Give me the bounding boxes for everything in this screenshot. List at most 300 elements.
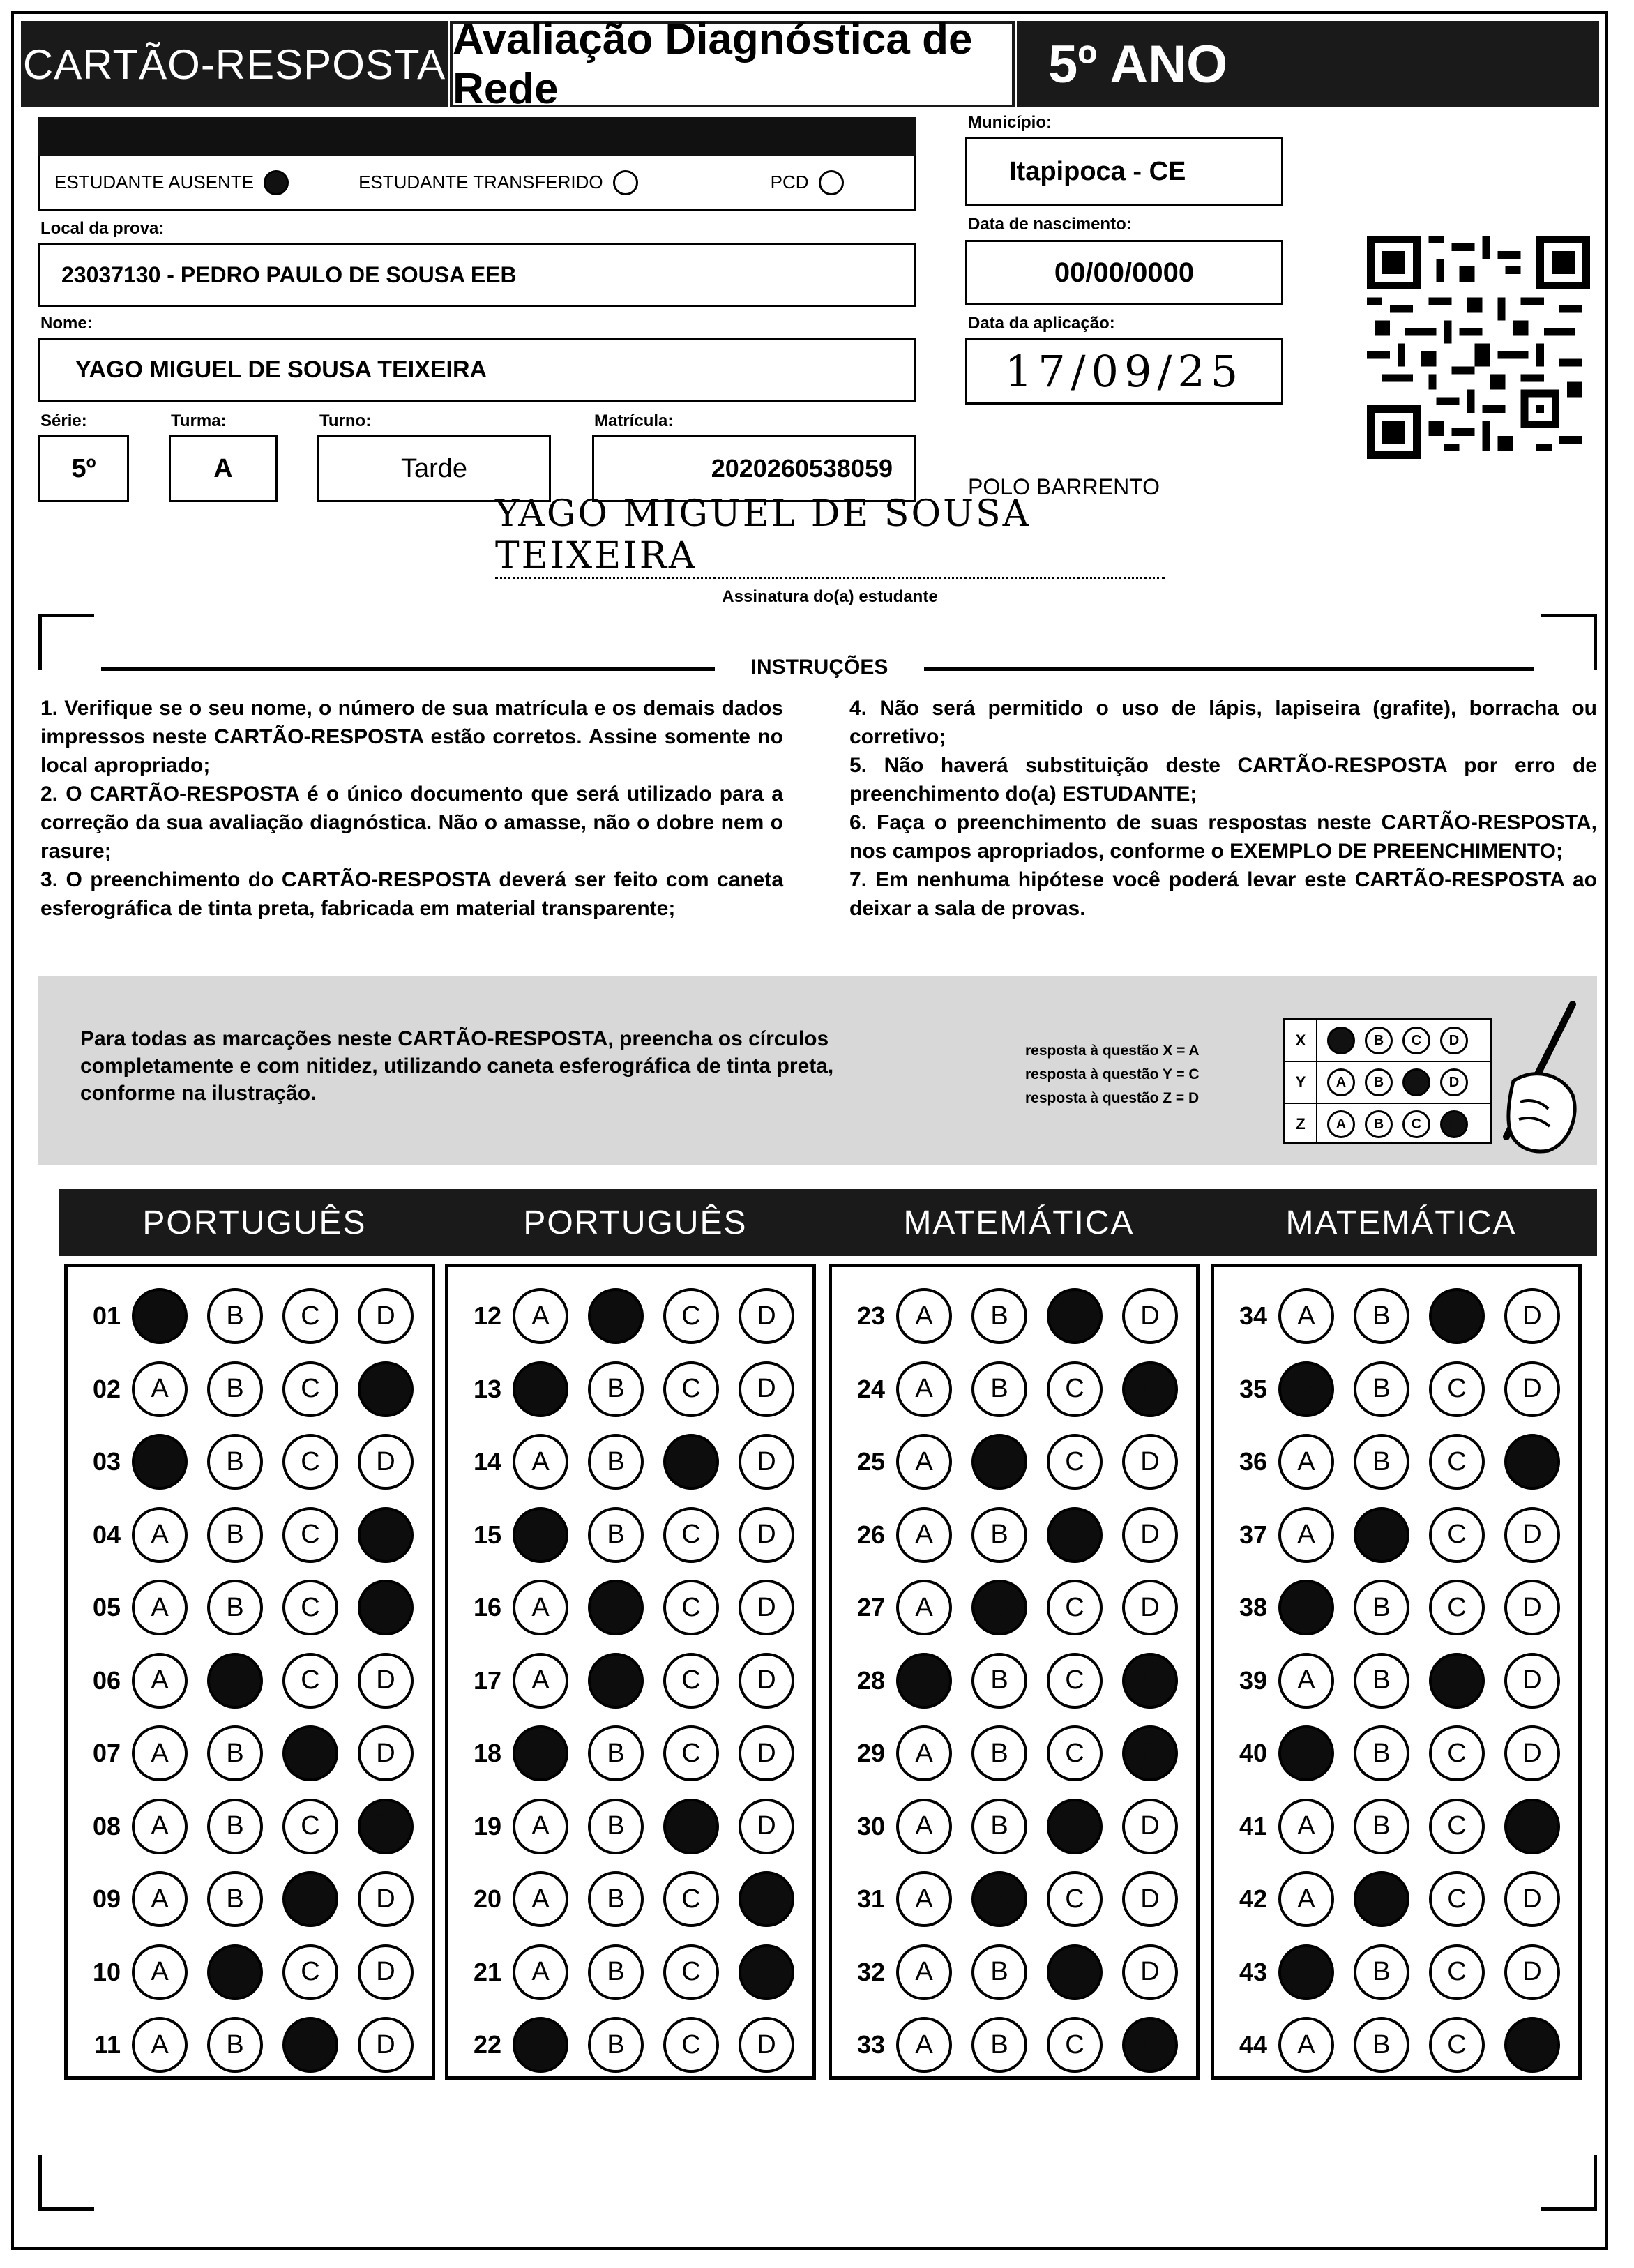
legend-item: resposta à questão X = A (1025, 1043, 1200, 1059)
question-row (832, 1280, 1196, 1352)
answer-bubble-a[interactable]: A (896, 1944, 952, 2000)
answer-bubble-a[interactable]: A (896, 1288, 952, 1344)
nascimento-label: Data de nascimento: (968, 215, 1132, 234)
answer-bubble-c[interactable]: C (282, 1653, 338, 1709)
answer-bubble-c[interactable]: C (282, 2017, 338, 2073)
answer-bubble-b[interactable]: B (1354, 1944, 1409, 2000)
answer-bubble-d[interactable]: D (1504, 1580, 1560, 1635)
instructions-title: INSTRUÇÕES (750, 656, 888, 679)
local-label: Local da prova: (40, 219, 165, 238)
answer-bubble-b[interactable]: B (1354, 1725, 1409, 1781)
answer-bubble-d[interactable]: D (1504, 1434, 1560, 1490)
answer-bubble-a[interactable]: A (1278, 1871, 1334, 1927)
answer-bubble-a[interactable]: A (896, 1799, 952, 1854)
answer-bubble-a[interactable]: A (1278, 1361, 1334, 1417)
question-row (448, 1645, 812, 1717)
answer-bubble-b[interactable]: B (1354, 1580, 1409, 1635)
question-number: 19 (473, 1811, 501, 1840)
corner-mark (38, 614, 94, 670)
example-text: Para todas as marcações neste CARTÃO-RESPOSTA, preencha os círculos completamente e com nitidez, utilizando caneta esferográfica de tinta preta, conforme na ilustração. (80, 1027, 834, 1105)
answer-section (445, 1264, 816, 2080)
answer-bubble-c[interactable]: C (1047, 1871, 1103, 1927)
answer-bubble-d[interactable]: D (358, 1944, 414, 2000)
answer-bubble-c[interactable]: C (282, 1580, 338, 1635)
question-row (68, 1645, 432, 1717)
answer-bubble-b[interactable]: B (588, 1434, 644, 1490)
answer-bubble-b[interactable]: B (588, 1580, 644, 1635)
question-row (68, 1936, 432, 2009)
answer-bubble-b[interactable]: B (588, 1871, 644, 1927)
answer-bubble-a[interactable]: A (513, 1653, 568, 1709)
answer-bubble-c[interactable]: C (663, 1871, 719, 1927)
question-row (68, 1353, 432, 1426)
answer-bubble-b[interactable]: B (1354, 1434, 1409, 1490)
answer-bubble-a[interactable]: A (132, 1725, 188, 1781)
answer-bubble-d[interactable]: D (1122, 1725, 1178, 1781)
answer-bubble-c[interactable]: C (1047, 1288, 1103, 1344)
answer-bubble-c[interactable]: C (1047, 1361, 1103, 1417)
answer-bubble-a[interactable]: A (132, 1288, 188, 1344)
answer-bubble-a[interactable]: A (513, 1799, 568, 1854)
absent-checkbox[interactable] (264, 170, 289, 195)
answer-bubble-a[interactable]: A (513, 1725, 568, 1781)
example-row-label: Z (1285, 1104, 1317, 1144)
answer-bubble-d[interactable]: D (739, 1434, 794, 1490)
answer-bubble-a[interactable]: A (1278, 1507, 1334, 1563)
answer-bubble-c[interactable]: C (282, 1434, 338, 1490)
pcd-label: PCD (770, 172, 809, 192)
answer-bubble-d[interactable]: D (739, 1580, 794, 1635)
answer-bubble-a[interactable]: A (1278, 1288, 1334, 1344)
answer-bubble-b[interactable]: B (207, 1507, 263, 1563)
answer-bubble-b[interactable]: B (971, 2017, 1027, 2073)
answer-bubble-b[interactable]: B (207, 1871, 263, 1927)
corner-mark (1541, 614, 1597, 670)
example-bubble: A (1327, 1110, 1355, 1138)
question-row (448, 1790, 812, 1863)
answer-bubble-c[interactable]: C (663, 2017, 719, 2073)
answer-bubble-b[interactable]: B (588, 1944, 644, 2000)
answer-section (64, 1264, 435, 2080)
answer-bubble-c[interactable]: C (1047, 1653, 1103, 1709)
question-row (832, 1863, 1196, 1935)
answer-bubble-d[interactable]: D (1504, 1361, 1560, 1417)
answer-bubble-b[interactable]: B (588, 1288, 644, 1344)
example-row-label: X (1285, 1020, 1317, 1061)
qr-code-icon (1367, 236, 1590, 459)
instruction-item: 7. Em nenhuma hipótese você poderá levar este CARTÃO-RESPOSTA ao deixar a sala de provas. (849, 868, 1597, 920)
answer-bubble-a[interactable]: A (896, 1725, 952, 1781)
matricula-field: 2020260538059 (592, 435, 916, 502)
question-row (68, 1571, 432, 1644)
question-row (1214, 1353, 1578, 1426)
answer-bubble-a[interactable]: A (896, 1361, 952, 1417)
answer-bubble-b[interactable]: B (1354, 1799, 1409, 1854)
answer-bubble-d[interactable]: D (739, 1653, 794, 1709)
corner-mark (1541, 2155, 1597, 2211)
example-bubble: A (1327, 1068, 1355, 1096)
grade-title: 5º ANO (1017, 21, 1599, 107)
answer-bubble-b[interactable]: B (971, 1507, 1027, 1563)
answer-bubble-a[interactable]: A (132, 1653, 188, 1709)
answer-bubble-d[interactable]: D (739, 1507, 794, 1563)
example-bubble: D (1440, 1027, 1468, 1054)
answer-bubble-c[interactable]: C (282, 1871, 338, 1927)
answer-bubble-d[interactable]: D (358, 1871, 414, 1927)
answer-bubble-c[interactable]: C (663, 1653, 719, 1709)
answer-bubble-b[interactable]: B (207, 1653, 263, 1709)
answer-bubble-a[interactable]: A (132, 1580, 188, 1635)
answer-bubble-d[interactable]: D (1122, 2017, 1178, 2073)
answer-bubble-d[interactable]: D (739, 1288, 794, 1344)
answer-bubble-c[interactable]: C (1429, 1725, 1485, 1781)
answer-bubble-a[interactable]: A (896, 1653, 952, 1709)
transferred-label: ESTUDANTE TRANSFERIDO (358, 172, 603, 192)
aplicacao-field: 17/09/25 (965, 338, 1283, 405)
question-number: 21 (473, 1957, 501, 1986)
answer-bubble-d[interactable]: D (1504, 1871, 1560, 1927)
answer-bubble-c[interactable]: C (1429, 1434, 1485, 1490)
answer-bubble-d[interactable]: D (1122, 1288, 1178, 1344)
answer-bubble-c[interactable]: C (282, 1944, 338, 2000)
divider (101, 667, 715, 671)
answer-bubble-b[interactable]: B (1354, 1288, 1409, 1344)
answer-bubble-b[interactable]: B (971, 1871, 1027, 1927)
answer-bubble-c[interactable]: C (663, 1288, 719, 1344)
answer-bubble-b[interactable]: B (207, 1799, 263, 1854)
answer-bubble-c[interactable]: C (282, 1507, 338, 1563)
question-number: 28 (856, 1665, 885, 1695)
answer-bubble-a[interactable]: A (132, 1871, 188, 1927)
answer-bubble-c[interactable]: C (1429, 1871, 1485, 1927)
answer-bubble-d[interactable]: D (739, 1799, 794, 1854)
example-bubble: B (1365, 1110, 1393, 1138)
section-title: PORTUGUÊS (439, 1189, 831, 1256)
answer-bubble-b[interactable]: B (588, 1361, 644, 1417)
answer-bubble-c[interactable]: C (282, 1361, 338, 1417)
answer-bubble-d[interactable]: D (358, 1725, 414, 1781)
nascimento-field: 00/00/0000 (965, 240, 1283, 305)
answer-bubble-d[interactable]: D (1122, 1361, 1178, 1417)
answer-bubble-d[interactable]: D (739, 2017, 794, 2073)
question-number: 43 (1239, 1957, 1267, 1986)
answer-bubble-d[interactable]: D (1122, 1434, 1178, 1490)
example-row (1285, 1104, 1490, 1144)
answer-bubble-c[interactable]: C (663, 1580, 719, 1635)
example-bubble: C (1402, 1110, 1430, 1138)
answer-bubble-a[interactable]: A (513, 1871, 568, 1927)
answer-bubble-c[interactable]: C (1047, 1434, 1103, 1490)
local-field: 23037130 - PEDRO PAULO DE SOUSA EEB (38, 243, 916, 307)
answer-bubble-a[interactable]: A (896, 1871, 952, 1927)
answer-bubble-d[interactable]: D (358, 1799, 414, 1854)
question-row (448, 1717, 812, 1790)
answer-bubble-a[interactable]: A (132, 1507, 188, 1563)
example-row (1285, 1020, 1490, 1062)
answer-bubble-d[interactable]: D (358, 1288, 414, 1344)
answer-bubble-b[interactable]: B (207, 1580, 263, 1635)
answer-bubble-a[interactable]: A (513, 1507, 568, 1563)
question-number: 34 (1239, 1301, 1267, 1330)
answer-bubble-c[interactable]: C (1429, 1288, 1485, 1344)
question-number: 29 (856, 1739, 885, 1767)
question-number: 01 (92, 1301, 121, 1330)
instruction-item: 5. Não haverá substituição deste CARTÃO-RESPOSTA por erro de preenchimento do(a) ESTUDANTE; (849, 754, 1597, 806)
answer-bubble-d[interactable]: D (1122, 1799, 1178, 1854)
instruction-item: 6. Faça o preenchimento de suas respostas neste CARTÃO-RESPOSTA, nos campos apropriados, conforme o EXEMPLO DE PREENCHIMENTO; (849, 811, 1597, 863)
answer-bubble-d[interactable]: D (1122, 1871, 1178, 1927)
question-row (832, 1426, 1196, 1498)
question-number: 30 (856, 1811, 885, 1840)
matricula-label: Matrícula: (594, 411, 674, 430)
answer-bubble-b[interactable]: B (1354, 2017, 1409, 2073)
answer-bubble-b[interactable]: B (971, 1799, 1027, 1854)
question-number: 12 (473, 1301, 501, 1330)
example-bubble: C (1402, 1068, 1430, 1096)
section-title: MATEMÁTICA (823, 1189, 1215, 1256)
question-number: 04 (92, 1520, 121, 1549)
absent-label: ESTUDANTE AUSENTE (54, 172, 255, 192)
answer-bubble-b[interactable]: B (207, 1725, 263, 1781)
answer-bubble-b[interactable]: B (207, 2017, 263, 2073)
transferred-checkbox[interactable] (613, 170, 638, 195)
answer-bubble-a[interactable]: A (132, 1434, 188, 1490)
answer-bubble-c[interactable]: C (1429, 1507, 1485, 1563)
question-number: 32 (856, 1957, 885, 1986)
question-number: 23 (856, 1301, 885, 1330)
answer-bubble-d[interactable]: D (1504, 2017, 1560, 2073)
answer-bubble-a[interactable]: A (513, 1288, 568, 1344)
answer-bubble-a[interactable]: A (896, 1434, 952, 1490)
question-row (832, 2009, 1196, 2081)
example-bubble: C (1402, 1027, 1430, 1054)
answer-bubble-c[interactable]: C (663, 1725, 719, 1781)
answer-bubble-b[interactable]: B (971, 1288, 1027, 1344)
question-row (1214, 1790, 1578, 1863)
legend-item: resposta à questão Y = C (1025, 1066, 1200, 1082)
question-row (1214, 1717, 1578, 1790)
corner-mark (38, 2155, 94, 2211)
turma-field: A (169, 435, 278, 502)
answer-bubble-c[interactable]: C (1047, 1507, 1103, 1563)
answer-bubble-c[interactable]: C (1047, 1725, 1103, 1781)
instruction-item: 1. Verifique se o seu nome, o número de sua matrícula e os demais dados impressos neste CARTÃO-RESPOSTA estão corretos. Assine somente no local apropriado; (40, 697, 783, 777)
question-row (832, 1790, 1196, 1863)
answer-bubble-a[interactable]: A (896, 1580, 952, 1635)
answer-bubble-d[interactable]: D (739, 1944, 794, 2000)
question-number: 37 (1239, 1520, 1267, 1549)
answer-bubble-d[interactable]: D (1504, 1944, 1560, 2000)
question-number: 07 (92, 1739, 121, 1767)
answer-bubble-c[interactable]: C (1429, 1944, 1485, 2000)
question-number: 18 (473, 1739, 501, 1767)
instruction-item: 3. O preenchimento do CARTÃO-RESPOSTA deverá ser feito com caneta esferográfica de tinta preta, fabricada em material transparente; (40, 868, 783, 920)
answer-bubble-a[interactable]: A (513, 1434, 568, 1490)
question-number: 35 (1239, 1374, 1267, 1403)
question-number: 44 (1239, 2030, 1267, 2059)
question-number: 42 (1239, 1884, 1267, 1913)
answer-bubble-b[interactable]: B (971, 1434, 1027, 1490)
answer-bubble-c[interactable]: C (663, 1507, 719, 1563)
aplicacao-label: Data da aplicação: (968, 314, 1115, 333)
turma-label: Turma: (171, 411, 227, 430)
answer-bubble-b[interactable]: B (207, 1944, 263, 2000)
answer-bubble-d[interactable]: D (358, 1434, 414, 1490)
answer-bubble-a[interactable]: A (513, 2017, 568, 2073)
instruction-item: 4. Não será permitido o uso de lápis, lapiseira (grafite), borracha ou corretivo; (849, 697, 1597, 748)
municipio-field: Itapipoca - CE (965, 137, 1283, 206)
section-title: MATEMÁTICA (1205, 1189, 1597, 1256)
answer-bubble-a[interactable]: A (1278, 1944, 1334, 2000)
answer-bubble-b[interactable]: B (971, 1944, 1027, 2000)
question-number: 36 (1239, 1447, 1267, 1476)
answer-bubble-b[interactable]: B (971, 1725, 1027, 1781)
name-field: YAGO MIGUEL DE SOUSA TEIXEIRA (38, 338, 916, 402)
example-bubble: B (1365, 1027, 1393, 1054)
answer-bubble-c[interactable]: C (1047, 1580, 1103, 1635)
question-number: 02 (92, 1374, 121, 1403)
question-number: 17 (473, 1665, 501, 1695)
answer-bubble-d[interactable]: D (1504, 1725, 1560, 1781)
answer-bubble-a[interactable]: A (1278, 1653, 1334, 1709)
answer-bubble-c[interactable]: C (1429, 1580, 1485, 1635)
question-row (68, 1863, 432, 1935)
answer-bubble-d[interactable]: D (1122, 1653, 1178, 1709)
question-number: 13 (473, 1374, 501, 1403)
question-row (68, 2009, 432, 2081)
answer-bubble-b[interactable]: B (207, 1434, 263, 1490)
question-row (68, 1499, 432, 1571)
answer-bubble-c[interactable]: C (1047, 2017, 1103, 2073)
answer-bubble-a[interactable]: A (513, 1361, 568, 1417)
answer-bubble-b[interactable]: B (971, 1361, 1027, 1417)
answer-bubble-a[interactable]: A (1278, 1725, 1334, 1781)
question-row (1214, 1936, 1578, 2009)
answer-bubble-b[interactable]: B (588, 1653, 644, 1709)
answer-bubble-c[interactable]: C (663, 1944, 719, 2000)
pcd-checkbox[interactable] (819, 170, 844, 195)
answer-bubble-b[interactable]: B (588, 1507, 644, 1563)
answer-bubble-c[interactable]: C (1047, 1799, 1103, 1854)
answer-bubble-a[interactable]: A (513, 1944, 568, 2000)
answer-bubble-a[interactable]: A (1278, 1799, 1334, 1854)
answer-bubble-b[interactable]: B (1354, 1653, 1409, 1709)
example-bubble: B (1365, 1068, 1393, 1096)
polo-label: POLO BARRENTO (968, 474, 1160, 499)
answer-bubble-c[interactable]: C (663, 1434, 719, 1490)
answer-bubble-a[interactable]: A (1278, 2017, 1334, 2073)
answer-bubble-c[interactable]: C (282, 1799, 338, 1854)
answer-bubble-c[interactable]: C (1429, 2017, 1485, 2073)
question-row (1214, 1645, 1578, 1717)
answer-bubble-c[interactable]: C (663, 1361, 719, 1417)
example-bubble: D (1440, 1110, 1468, 1138)
answer-bubble-a[interactable]: A (1278, 1580, 1334, 1635)
question-number: 38 (1239, 1593, 1267, 1621)
answer-bubble-b[interactable]: B (588, 1725, 644, 1781)
question-number: 16 (473, 1593, 501, 1621)
answer-bubble-d[interactable]: D (1122, 1944, 1178, 2000)
answer-bubble-d[interactable]: D (739, 1361, 794, 1417)
question-number: 14 (473, 1447, 501, 1476)
answer-bubble-c[interactable]: C (1047, 1944, 1103, 2000)
answer-bubble-c[interactable]: C (1429, 1653, 1485, 1709)
answer-bubble-d[interactable]: D (358, 1580, 414, 1635)
answer-bubble-a[interactable]: A (513, 1580, 568, 1635)
municipio-label: Município: (968, 113, 1052, 132)
question-number: 03 (92, 1447, 121, 1476)
answer-bubble-d[interactable]: D (1122, 1580, 1178, 1635)
legend-item: resposta à questão Z = D (1025, 1090, 1200, 1106)
answer-bubble-a[interactable]: A (1278, 1434, 1334, 1490)
answer-bubble-b[interactable]: B (1354, 1871, 1409, 1927)
answer-bubble-b[interactable]: B (1354, 1507, 1409, 1563)
question-row (448, 1353, 812, 1426)
answer-bubble-b[interactable]: B (588, 2017, 644, 2073)
answer-bubble-c[interactable]: C (1429, 1799, 1485, 1854)
question-number: 11 (93, 2030, 121, 2059)
answer-bubble-d[interactable]: D (358, 1507, 414, 1563)
answer-bubble-a[interactable]: A (896, 2017, 952, 2073)
question-row (1214, 1863, 1578, 1935)
turno-label: Turno: (319, 411, 372, 430)
answer-bubble-b[interactable]: B (971, 1580, 1027, 1635)
answer-bubble-d[interactable]: D (1122, 1507, 1178, 1563)
answer-bubble-d[interactable]: D (358, 1361, 414, 1417)
answer-bubble-b[interactable]: B (207, 1361, 263, 1417)
question-number: 15 (473, 1520, 501, 1549)
answer-bubble-d[interactable]: D (739, 1871, 794, 1927)
question-number: 09 (92, 1884, 121, 1913)
answer-bubble-d[interactable]: D (1504, 1288, 1560, 1344)
answer-bubble-a[interactable]: A (896, 1507, 952, 1563)
answer-bubble-d[interactable]: D (358, 1653, 414, 1709)
answer-bubble-b[interactable]: B (588, 1799, 644, 1854)
question-number: 31 (856, 1884, 885, 1913)
question-row (1214, 1571, 1578, 1644)
question-number: 20 (473, 1884, 501, 1913)
serie-field: 5º (38, 435, 129, 502)
answer-bubble-d[interactable]: D (739, 1725, 794, 1781)
answer-bubble-d[interactable]: D (1504, 1799, 1560, 1854)
instructions-left (40, 694, 783, 923)
answer-section (829, 1264, 1200, 2080)
question-row (832, 1571, 1196, 1644)
answer-bubble-c[interactable]: C (282, 1725, 338, 1781)
example-row (1285, 1062, 1490, 1104)
answer-bubble-c[interactable]: C (1429, 1361, 1485, 1417)
question-number: 05 (92, 1593, 121, 1621)
question-number: 41 (1239, 1811, 1267, 1840)
answer-bubble-a[interactable]: A (132, 1799, 188, 1854)
answer-bubble-d[interactable]: D (1504, 1653, 1560, 1709)
question-number: 10 (92, 1957, 121, 1986)
answer-bubble-a[interactable]: A (132, 2017, 188, 2073)
answer-bubble-b[interactable]: B (971, 1653, 1027, 1709)
answer-bubble-d[interactable]: D (1504, 1507, 1560, 1563)
divider (924, 667, 1534, 671)
question-row (832, 1936, 1196, 2009)
example-legend (1025, 1039, 1262, 1110)
evaluation-title: Avaliação Diagnóstica de Rede (450, 21, 1015, 107)
answer-bubble-b[interactable]: B (207, 1288, 263, 1344)
answer-bubble-d[interactable]: D (358, 2017, 414, 2073)
answer-bubble-c[interactable]: C (282, 1288, 338, 1344)
answer-bubble-a[interactable]: A (132, 1361, 188, 1417)
answer-bubble-b[interactable]: B (1354, 1361, 1409, 1417)
answer-bubble-a[interactable]: A (132, 1944, 188, 2000)
answer-bubble-c[interactable]: C (663, 1799, 719, 1854)
